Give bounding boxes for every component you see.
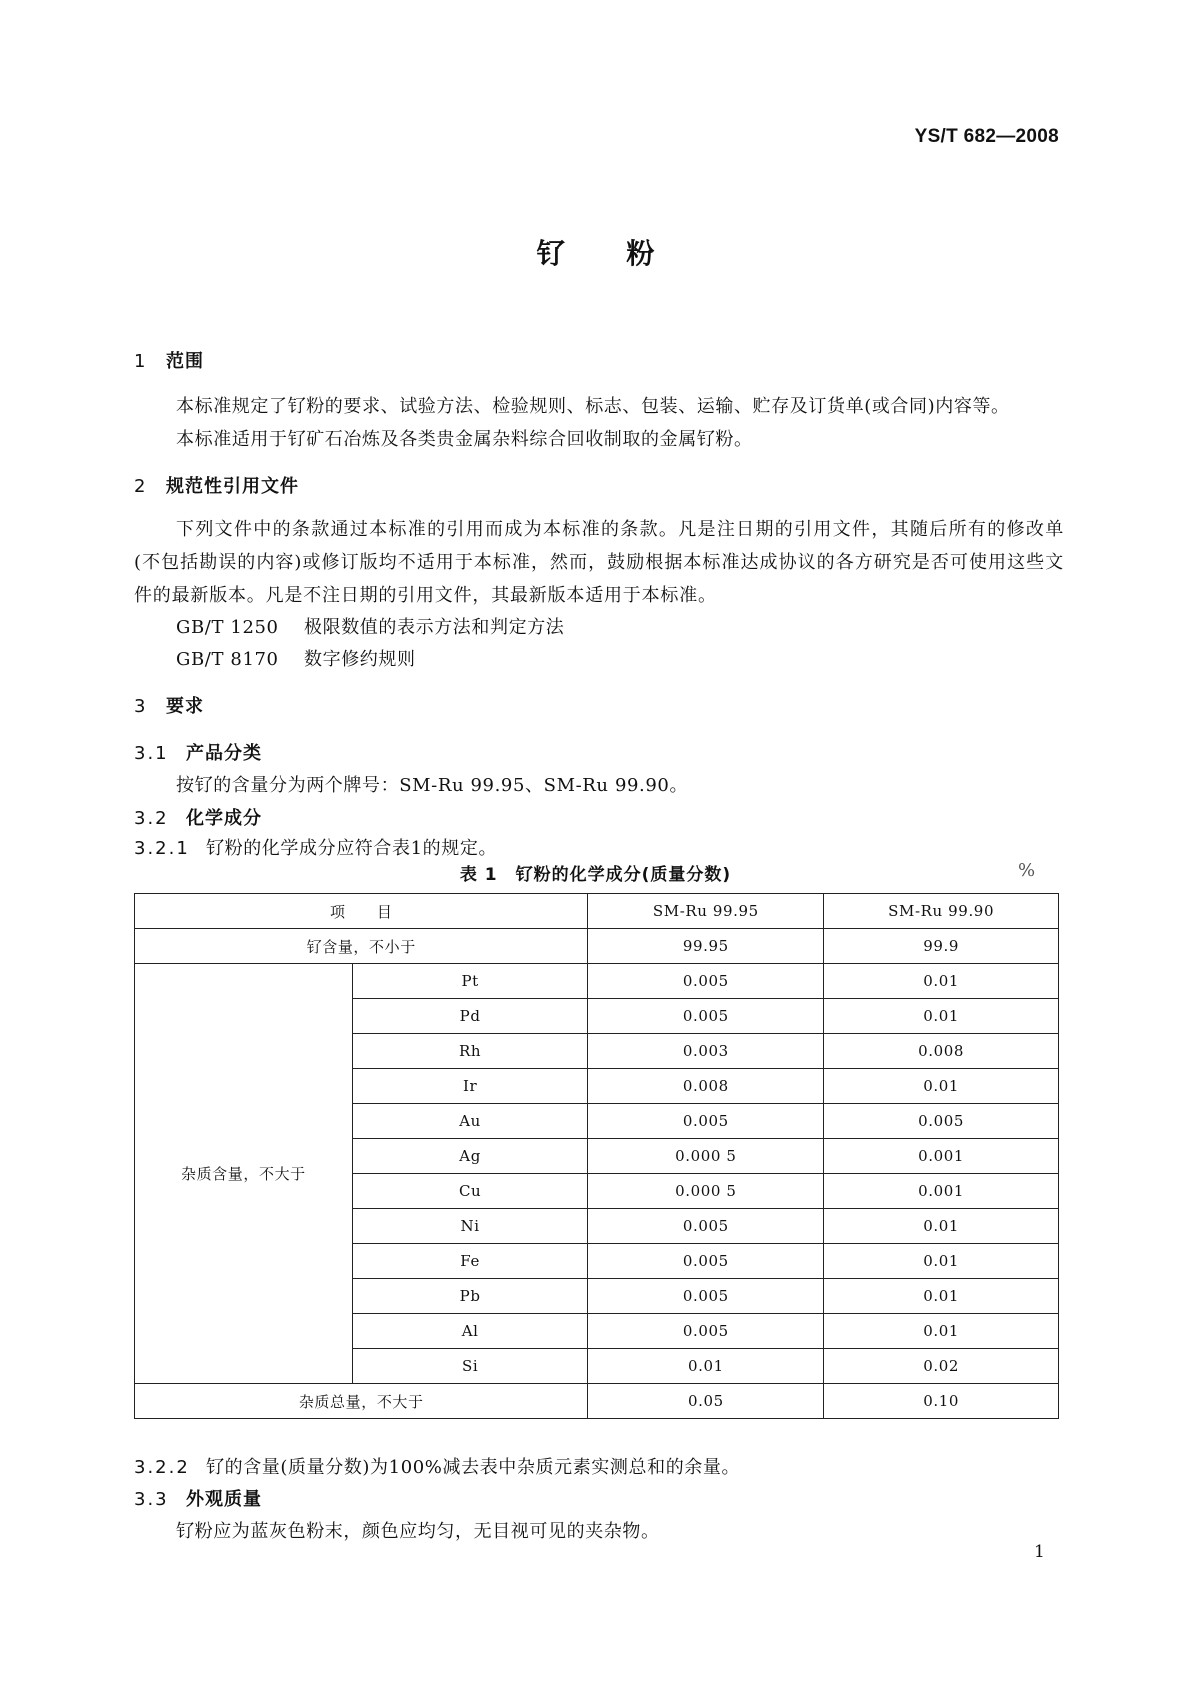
reference-title: 极限数值的表示方法和判定方法 [304, 617, 565, 638]
section-number: 3.1 [134, 743, 169, 764]
reference-item [176, 645, 416, 671]
reference-title: 数字修约规则 [304, 649, 416, 670]
section-text: 钌的含量(质量分数)为100%减去表中杂质元素实测总和的余量。 [206, 1457, 741, 1478]
section-1-paragraph-1: 本标准规定了钌粉的要求、试验方法、检验规则、标志、包装、运输、贮存及订货单(或合同)内容等。 [176, 396, 1010, 417]
chemical-composition-table [134, 893, 1059, 1419]
section-3-2-heading [134, 804, 262, 830]
header-grade-1: SM-Ru 99.95 [588, 894, 824, 929]
section-1-paragraph-2: 本标准适用于钌矿石冶炼及各类贵金属杂料综合回收制取的金属钌粉。 [176, 429, 753, 450]
section-3-2-2 [134, 1453, 740, 1479]
table-cell: 0.005 [588, 1244, 824, 1279]
section-3-1-heading [134, 739, 262, 765]
section-number: 1 [134, 351, 147, 372]
section-number: 2 [134, 476, 147, 497]
table-caption: 表 1 钌粉的化学成分(质量分数) [459, 865, 732, 885]
element-cell: Pd [352, 999, 588, 1034]
element-cell: Cu [352, 1174, 588, 1209]
table-cell: 0.005 [588, 999, 824, 1034]
element-cell: Al [352, 1314, 588, 1349]
table-cell: 0.01 [824, 964, 1059, 999]
table-cell: 0.005 [588, 1209, 824, 1244]
table-cell: 0.02 [824, 1349, 1059, 1384]
element-cell: Ni [352, 1209, 588, 1244]
table-cell: 0.01 [824, 1209, 1059, 1244]
table-cell: 0.01 [824, 1069, 1059, 1104]
table-cell: 0.01 [588, 1349, 824, 1384]
section-2-heading [134, 472, 299, 498]
element-cell: Si [352, 1349, 588, 1384]
table-row [135, 1384, 1059, 1419]
header-item: 项 目 [135, 894, 588, 929]
ru-content-label: 钌含量，不小于 [135, 929, 588, 964]
table-cell: 0.001 [824, 1139, 1059, 1174]
section-title: 外观质量 [186, 1489, 262, 1510]
table-cell: 0.005 [824, 1104, 1059, 1139]
table-cell: 0.003 [588, 1034, 824, 1069]
section-number: 3.3 [134, 1489, 169, 1510]
section-title: 要求 [166, 696, 204, 717]
table-cell: 99.95 [588, 929, 824, 964]
page-number: 1 [1034, 1542, 1045, 1562]
table-cell: 0.008 [588, 1069, 824, 1104]
section-2-paragraph: 下列文件中的条款通过本标准的引用而成为本标准的条款。凡是注日期的引用文件，其随后所有的修改单(不包括勘误的内容)或修订版均不适用于本标准，然而，鼓励根据本标准达成协议的各方研究是否可使用这些文件的最新版本。凡是不注日期的引用文件，其最新版本适用于本标准。 [134, 519, 1064, 606]
table-cell: 0.01 [824, 1279, 1059, 1314]
section-title: 范围 [166, 351, 204, 372]
section-title: 化学成分 [186, 808, 262, 829]
table-cell: 0.005 [588, 1104, 824, 1139]
reference-code: GB/T 8170 [176, 649, 279, 670]
element-cell: Ir [352, 1069, 588, 1104]
standard-number: YS/T 682—2008 [914, 126, 1059, 147]
section-3-3-heading [134, 1485, 262, 1511]
impurity-label: 杂质含量，不大于 [135, 964, 353, 1384]
element-cell: Ag [352, 1139, 588, 1174]
table-cell: 0.005 [588, 1279, 824, 1314]
table-row [135, 929, 1059, 964]
section-3-3-text: 钌粉应为蓝灰色粉末，颜色应均匀，无目视可见的夹杂物。 [176, 1521, 660, 1542]
section-title: 规范性引用文件 [166, 476, 299, 497]
section-number: 3.2 [134, 808, 169, 829]
section-title: 产品分类 [186, 743, 262, 764]
table-header-row [135, 894, 1059, 929]
section-3-1-text: 按钌的含量分为两个牌号：SM-Ru 99.95、SM-Ru 99.90。 [176, 775, 689, 796]
document-title: 钌 粉 [536, 237, 681, 270]
section-number: 3.2.1 [134, 838, 190, 859]
header-grade-2: SM-Ru 99.90 [824, 894, 1059, 929]
section-3-heading [134, 692, 204, 718]
table-cell: 0.008 [824, 1034, 1059, 1069]
table-cell: 0.01 [824, 1314, 1059, 1349]
section-1-heading [134, 347, 204, 373]
table-cell: 99.9 [824, 929, 1059, 964]
section-number: 3.2.2 [134, 1457, 190, 1478]
table-cell: 0.005 [588, 1314, 824, 1349]
element-cell: Au [352, 1104, 588, 1139]
element-cell: Pb [352, 1279, 588, 1314]
table-cell: 0.10 [824, 1384, 1059, 1419]
table-row [135, 964, 1059, 999]
table-unit: % [1018, 860, 1036, 881]
section-3-2-1 [134, 834, 497, 860]
section-number: 3 [134, 696, 147, 717]
table-cell: 0.01 [824, 1244, 1059, 1279]
table-cell: 0.000 5 [588, 1139, 824, 1174]
total-impurity-label: 杂质总量，不大于 [135, 1384, 588, 1419]
element-cell: Pt [352, 964, 588, 999]
element-cell: Fe [352, 1244, 588, 1279]
table-cell: 0.05 [588, 1384, 824, 1419]
section-text: 钌粉的化学成分应符合表1的规定。 [206, 838, 498, 859]
table-cell: 0.005 [588, 964, 824, 999]
table-cell: 0.001 [824, 1174, 1059, 1209]
table-cell: 0.000 5 [588, 1174, 824, 1209]
reference-item [176, 613, 564, 639]
table-cell: 0.01 [824, 999, 1059, 1034]
reference-code: GB/T 1250 [176, 617, 279, 638]
element-cell: Rh [352, 1034, 588, 1069]
